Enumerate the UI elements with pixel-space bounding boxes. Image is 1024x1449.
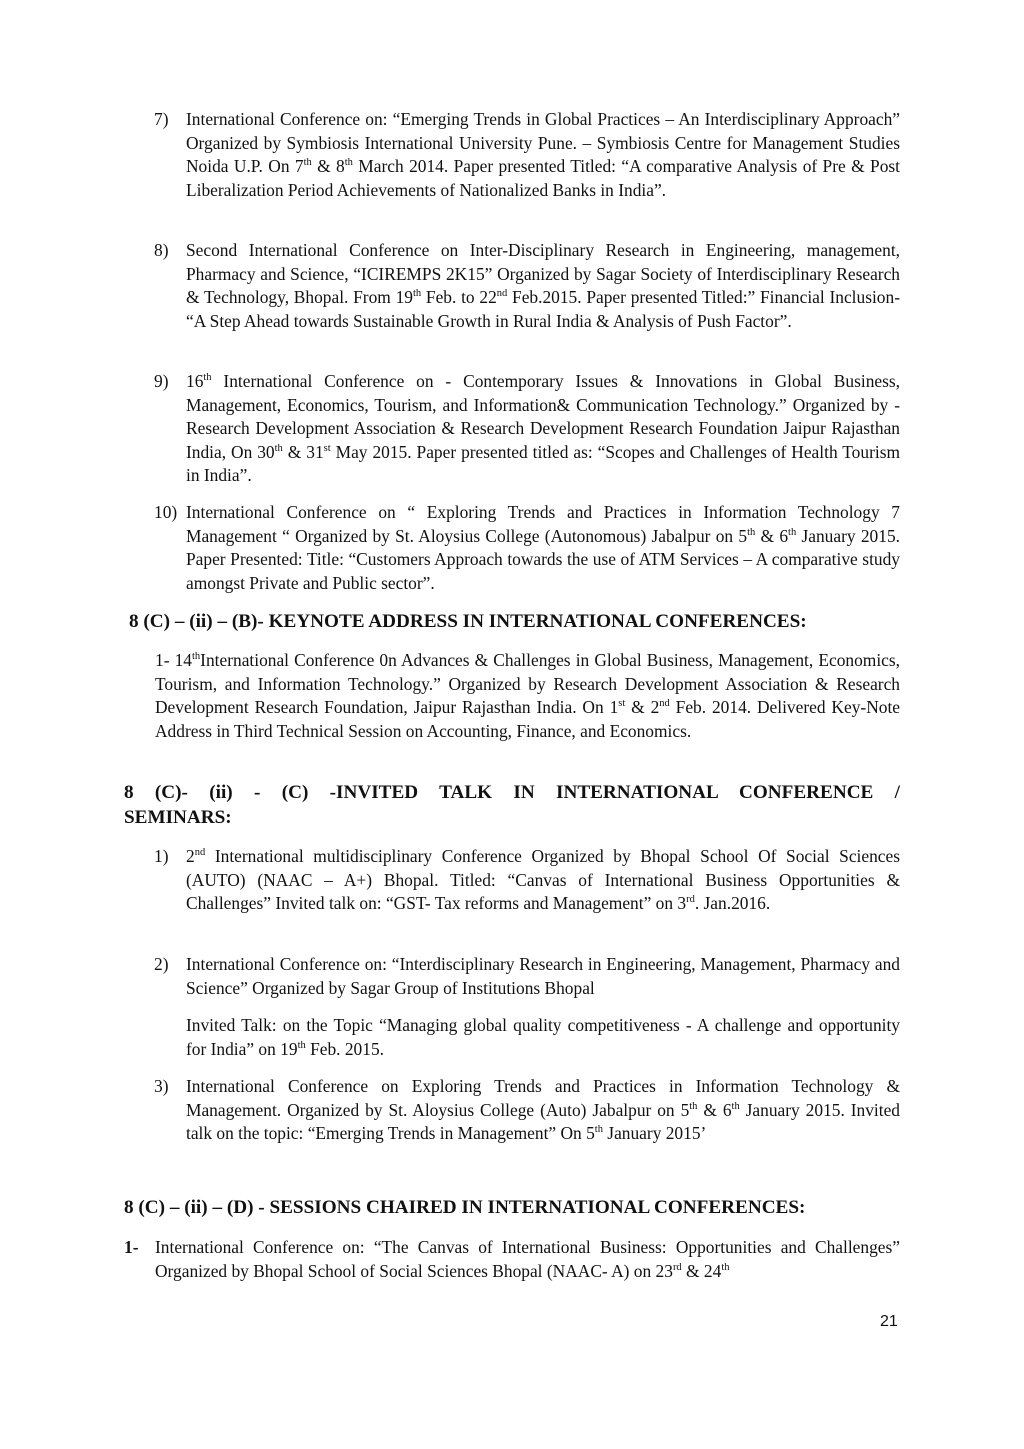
list-number: 2) (154, 954, 169, 974)
list-item-7: 7) International Conference on: “Emerging Trends in Global Practices – An Interdisciplinary Approach” Organized by Symbiosis International University Pune. – Symbiosis Centre for Management Studies Noida U.P. On 7th & 8th March 2014. Paper presented Titled: “A comparative Analysis of Pre & Post Liberalization Period Achievements of Nationalized Banks in India”. (154, 109, 900, 200)
list-number: 1- (124, 1237, 139, 1257)
list-number: 8) (154, 240, 169, 260)
list-item-8: 8) Second International Conference on Inter-Disciplinary Research in Engineering, management, Pharmacy and Science, “ICIREMPS 2K15” Organized by Sagar Society of Interdisciplinary Research & Technology, Bhopal. From 19th Feb. to 22nd Feb.2015. Paper presented Titled:” Financial Inclusion- “A Step Ahead towards Sustainable Growth in Rural India & Analysis of Push Factor”. (154, 240, 900, 331)
list-number: 1) (154, 846, 169, 866)
invited-item-2: 2) International Conference on: “Interdisciplinary Research in Engineering, Management, Pharmacy and Science” Organized by Sagar Group of Institutions Bhopal (154, 954, 900, 998)
keynote-paragraph: 1- 14thInternational Conference 0n Advances & Challenges in Global Business, Management, Economics, Tourism, and Information Technology.” Organized by Research Development Association & Research Development Research Foundation, Jaipur Rajasthan India. On 1st & 2nd Feb. 2014. Delivered Key-Note Address in Third Technical Session on Accounting, Finance, and Economics. (155, 650, 900, 741)
page-number: 21 (880, 1313, 898, 1330)
list-number: 7) (154, 109, 169, 129)
section-heading-sessions: 8 (C) – (ii) – (D) - SESSIONS CHAIRED IN INTERNATIONAL CONFERENCES: (124, 1197, 806, 1218)
list-number: 10) (154, 502, 178, 522)
sessions-item-1: 1- International Conference on: “The Canvas of International Business: Opportunities and Challenges” Organized by Bhopal School of Social Sciences Bhopal (NAAC- A) on 23rd & 24th (124, 1237, 900, 1281)
list-number: 3) (154, 1076, 169, 1096)
invited-item-1: 1) 2nd International multidisciplinary Conference Organized by Bhopal School Of Social Sciences (AUTO) (NAAC – A+) Bhopal. Titled: “Canvas of International Business Opportunities & Challenges” Invited talk on: “GST- Tax reforms and Management” on 3rd. Jan.2016. (154, 846, 900, 913)
list-number: 9) (154, 371, 169, 391)
list-item-9: 9) 16th International Conference on - Contemporary Issues & Innovations in Global Business, Management, Economics, Tourism, and Information& Communication Technology.” Organized by - Research Development Association & Research Development Research Foundation Jaipur Rajasthan India, On 30th & 31st May 2015. Paper presented titled as: “Scopes and Challenges of Health Tourism in India”. (154, 371, 900, 485)
section-heading-invited-line1: 8 (C)- (ii) - (C) -INVITED TALK IN INTERNATIONAL CONFERENCE / (124, 782, 900, 803)
invited-item-3: 3) International Conference on Exploring Trends and Practices in Information Technology & Management. Organized by St. Aloysius College (Auto) Jabalpur on 5th & 6th January 2015. Invited talk on the topic: “Emerging Trends in Management” On 5th January 2015’ (154, 1076, 901, 1143)
list-item-10: 10) International Conference on “ Exploring Trends and Practices in Information Technology 7 Management “ Organized by St. Aloysius College (Autonomous) Jabalpur on 5th & 6th January 2015. Paper Presented: Title: “Customers Approach towards the use of ATM Services – A comparative study amongst Private and Public sector”. (154, 502, 900, 593)
invited-item-2-talk: Invited Talk: on the Topic “Managing global quality competitiveness - A challenge and opportunity for India” on 19th Feb. 2015. (186, 1015, 900, 1059)
section-heading-keynote: 8 (C) – (ii) – (B)- KEYNOTE ADDRESS IN INTERNATIONAL CONFERENCES: (129, 611, 807, 632)
section-heading-invited-line2: SEMINARS: (124, 807, 232, 828)
